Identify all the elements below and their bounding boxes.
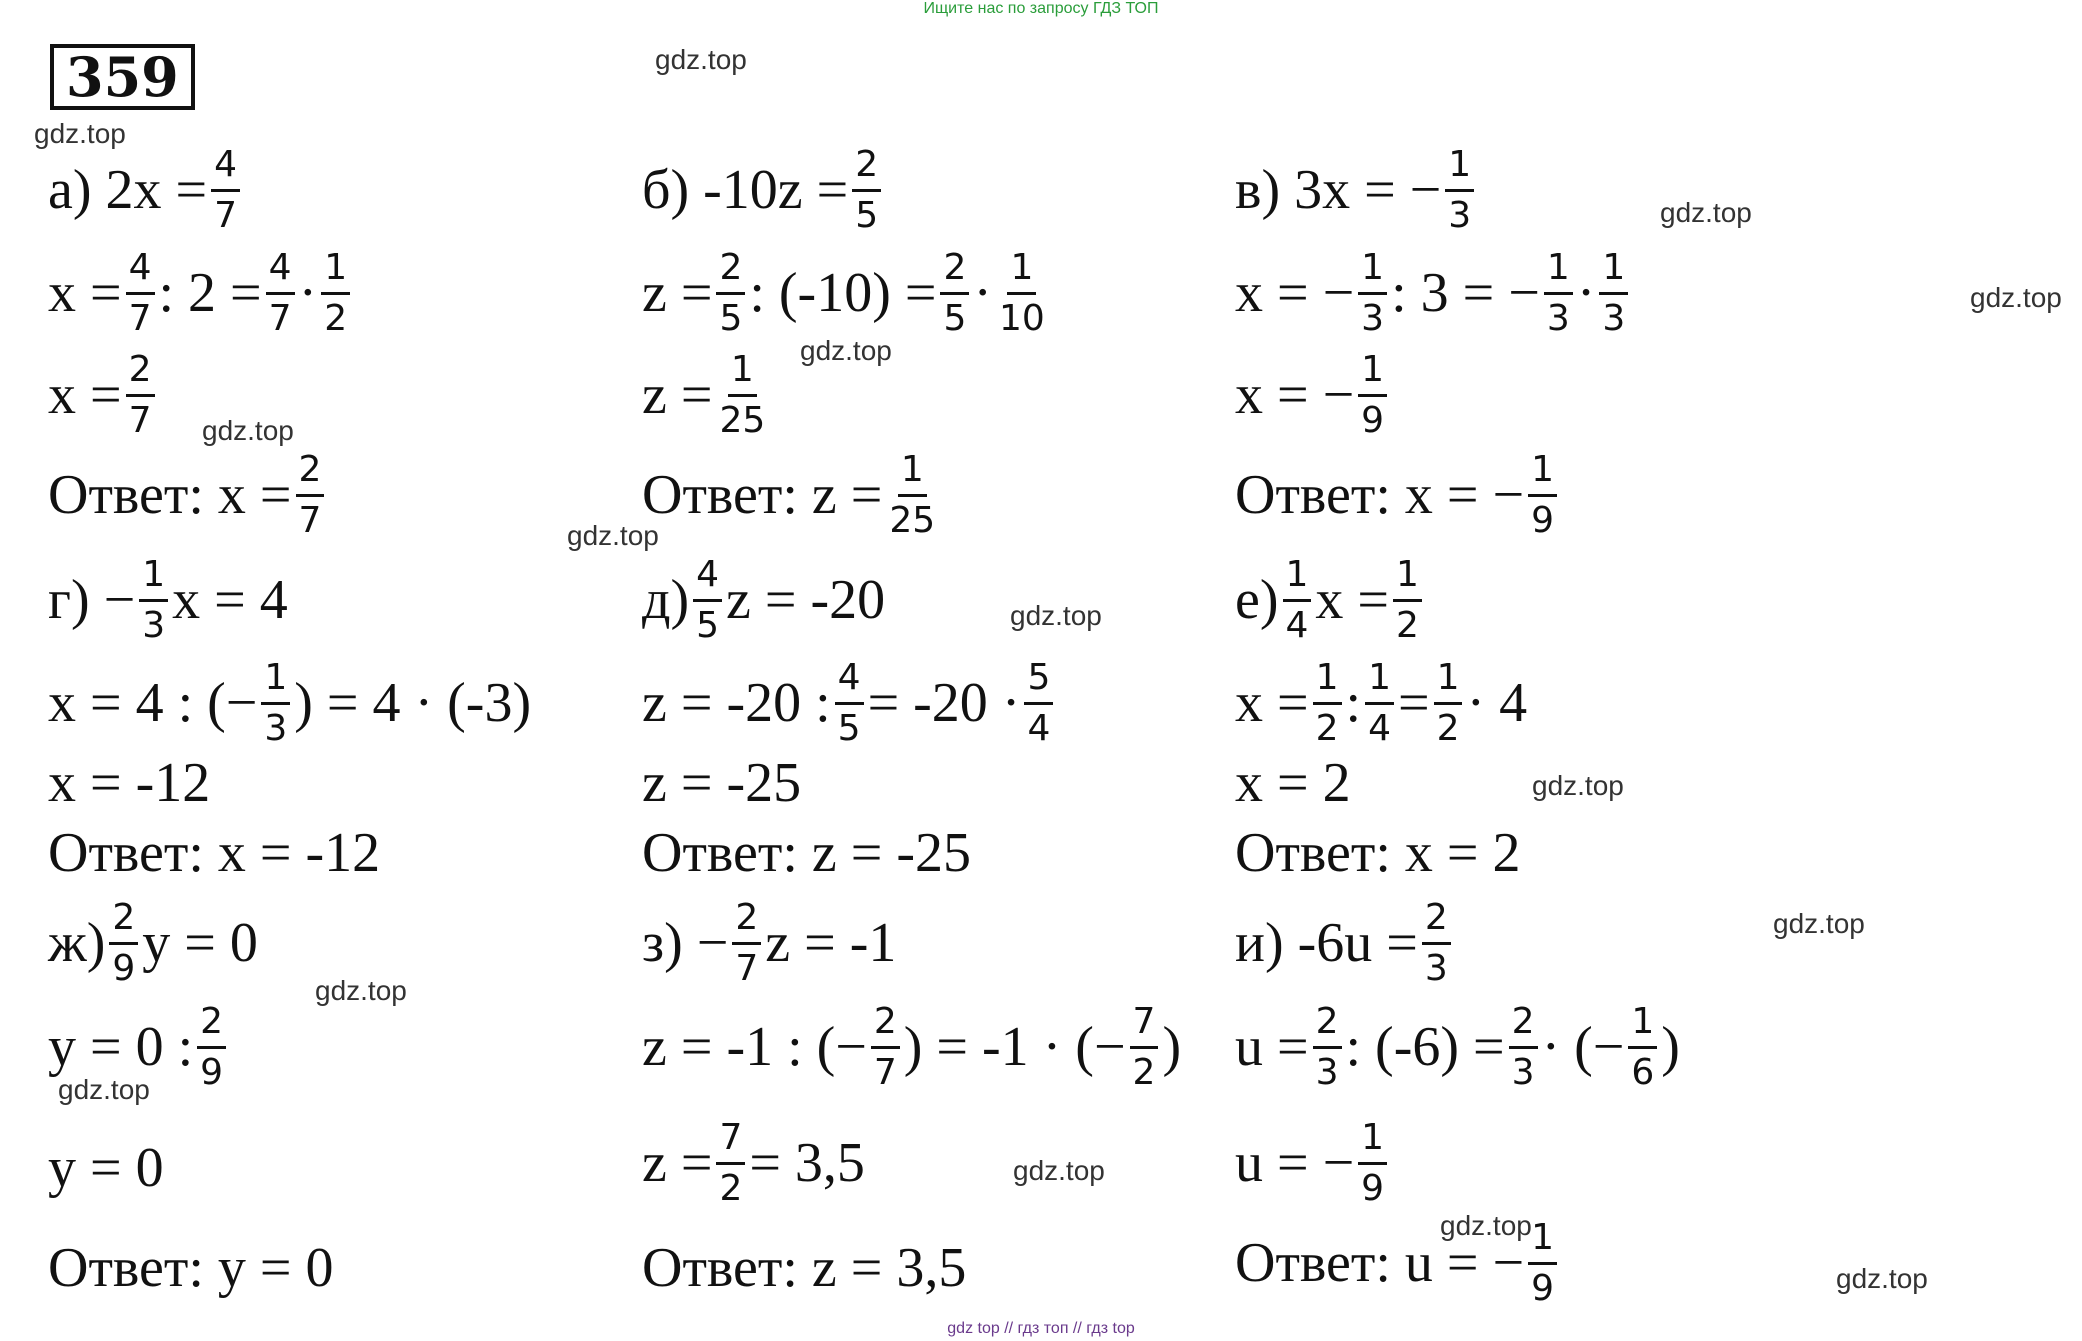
- problem-d-step2: z = -25: [642, 752, 802, 814]
- problem-d-step1: z = -20 : $\frac{4}{5}$ = -20 · $\frac{5}{4}$: [642, 658, 1057, 748]
- fraction: $\frac{1}{2}$: [1313, 658, 1342, 748]
- problem-v-step2: x = − $\frac{1}{9}$: [1235, 350, 1391, 440]
- problem-number: 359: [50, 44, 195, 110]
- fraction: $\frac{4}{5}$: [693, 555, 722, 645]
- problem-d-answer: Ответ: z = -25: [642, 822, 972, 884]
- problem-i-step2: u = − $\frac{1}{9}$: [1235, 1118, 1391, 1208]
- problem-i-answer: Ответ: u = − $\frac{1}{9}$: [1235, 1218, 1561, 1308]
- problem-g-answer: Ответ: x = -12: [48, 822, 381, 884]
- problem-b-step2: z = $\frac{1}{25}$: [642, 350, 772, 440]
- problem-e-title: е) $\frac{1}{4}$ x = $\frac{1}{2}$: [1235, 555, 1426, 645]
- watermark: gdz.top: [1532, 770, 1624, 801]
- watermark: gdz.top: [202, 415, 294, 446]
- problem-z-title: з) − $\frac{2}{7}$ z = -1: [642, 897, 897, 989]
- fraction: $\frac{2}{9}$: [109, 898, 138, 988]
- watermark: gdz.top: [1660, 197, 1752, 228]
- problem-g-title: г) − $\frac{1}{3}$ x = 4: [48, 554, 288, 646]
- fraction: $\frac{5}{4}$: [1024, 658, 1053, 748]
- problem-e-step2: x = 2: [1235, 752, 1351, 814]
- fraction: $\frac{1}{3}$: [139, 555, 168, 645]
- problem-zh-step2: y = 0: [48, 1137, 164, 1199]
- fraction: $\frac{1}{3}$: [1445, 145, 1474, 235]
- fraction: $\frac{1}{4}$: [1283, 555, 1312, 645]
- problem-e-step1: x = $\frac{1}{2}$ : $\frac{1}{4}$ = $\frac{1}{2}$ · 4: [1235, 657, 1528, 749]
- fraction: $\frac{1}{3}$: [1599, 248, 1628, 338]
- fraction: $\frac{1}{2}$: [1393, 555, 1422, 645]
- watermark: gdz.top: [800, 335, 892, 366]
- footer-links[interactable]: gdz top // гдз топ // гдз top: [947, 1320, 1135, 1337]
- fraction: $\frac{1}{3}$: [261, 658, 290, 748]
- fraction: $\frac{2}{7}$: [732, 898, 761, 988]
- fraction: $\frac{4}{7}$: [266, 248, 295, 338]
- fraction: $\frac{2}{3}$: [1422, 898, 1451, 988]
- fraction: $\frac{4}{7}$: [211, 145, 240, 235]
- problem-b-title: б) -10z = $\frac{2}{5}$: [642, 145, 885, 235]
- fraction: $\frac{2}{5}$: [940, 248, 969, 338]
- fraction: $\frac{2}{9}$: [197, 1002, 226, 1092]
- problem-a-answer: Ответ: x = $\frac{2}{7}$: [48, 450, 328, 540]
- fraction: $\frac{1}{3}$: [1544, 248, 1573, 338]
- problem-v-answer: Ответ: x = − $\frac{1}{9}$: [1235, 450, 1561, 540]
- problem-d-title: д) $\frac{4}{5}$ z = -20: [642, 554, 886, 646]
- fraction: $\frac{1}{9}$: [1528, 450, 1557, 540]
- problem-a-step1: x = $\frac{4}{7}$ : 2 = $\frac{4}{7}$ · $\frac{1}{2}$: [48, 248, 354, 338]
- fraction: $\frac{1}{9}$: [1358, 1118, 1387, 1208]
- fraction: $\frac{7}{2}$: [716, 1118, 745, 1208]
- fraction: $\frac{1}{9}$: [1528, 1218, 1557, 1308]
- problem-zh-title: ж) $\frac{2}{9}$ y = 0: [48, 897, 258, 989]
- problem-e-answer: Ответ: x = 2: [1235, 822, 1521, 884]
- problem-b-step1: z = $\frac{2}{5}$ : (-10) = $\frac{2}{5}$ · $\frac{1}{10}$: [642, 248, 1052, 338]
- fraction: $\frac{2}{7}$: [296, 450, 325, 540]
- fraction: $\frac{2}{3}$: [1313, 1002, 1342, 1092]
- fraction: $\frac{1}{9}$: [1358, 350, 1387, 440]
- watermark: gdz.top: [655, 44, 747, 75]
- fraction: $\frac{4}{7}$: [126, 248, 155, 338]
- top-banner: Ищите нас по запросу ГДЗ ТОП: [923, 0, 1159, 17]
- problem-i-title: и) -6u = $\frac{2}{3}$: [1235, 898, 1455, 988]
- fraction: $\frac{1}{25}$: [719, 349, 766, 441]
- fraction: $\frac{1}{10}$: [999, 247, 1045, 339]
- problem-g-step2: x = -12: [48, 752, 211, 814]
- problem-zh-answer: Ответ: y = 0: [48, 1237, 334, 1299]
- fraction: $\frac{1}{3}$: [1358, 248, 1387, 338]
- problem-g-step1: x = 4 : (− $\frac{1}{3}$ ) = 4 · (-3): [48, 657, 532, 749]
- fraction: $\frac{7}{2}$: [1130, 1002, 1159, 1092]
- problem-i-step1: u = $\frac{2}{3}$ : (-6) = $\frac{2}{3}$ · (− $\frac{1}{6}$ ): [1235, 1001, 1680, 1093]
- watermark: gdz.top: [567, 520, 659, 551]
- fraction: $\frac{1}{6}$: [1628, 1002, 1657, 1092]
- problem-v-step1: x = − $\frac{1}{3}$ : 3 = − $\frac{1}{3}$ · $\frac{1}{3}$: [1235, 248, 1632, 338]
- problem-v-title: в) 3x = − $\frac{1}{3}$: [1235, 145, 1478, 235]
- problem-z-step2: z = $\frac{7}{2}$ = 3,5: [642, 1117, 865, 1209]
- watermark: gdz.top: [1010, 600, 1102, 631]
- problem-z-step1: z = -1 : (− $\frac{2}{7}$ ) = -1 · (− $\frac{7}{2}$ ): [642, 1001, 1182, 1093]
- watermark: gdz.top: [34, 118, 126, 149]
- fraction: $\frac{2}{7}$: [871, 1002, 900, 1092]
- problem-b-answer: Ответ: z = $\frac{1}{25}$: [642, 450, 942, 540]
- watermark: gdz.top: [58, 1074, 150, 1105]
- problem-z-answer: Ответ: z = 3,5: [642, 1237, 967, 1299]
- fraction: $\frac{2}{5}$: [716, 248, 745, 338]
- watermark: gdz.top: [315, 975, 407, 1006]
- problem-a-step2: x = $\frac{2}{7}$: [48, 350, 159, 440]
- fraction: $\frac{2}{7}$: [126, 350, 155, 440]
- watermark: gdz.top: [1970, 282, 2062, 313]
- fraction: $\frac{4}{5}$: [835, 658, 864, 748]
- problem-a-title: а) 2x = $\frac{4}{7}$: [48, 145, 244, 235]
- fraction: $\frac{1}{2}$: [321, 248, 350, 338]
- fraction: $\frac{1}{4}$: [1365, 658, 1394, 748]
- fraction: $\frac{1}{2}$: [1434, 658, 1463, 748]
- watermark: gdz.top: [1773, 908, 1865, 939]
- fraction: $\frac{1}{25}$: [889, 449, 936, 541]
- watermark: gdz.top: [1440, 1210, 1532, 1241]
- watermark: gdz.top: [1013, 1155, 1105, 1186]
- fraction: $\frac{2}{3}$: [1509, 1002, 1538, 1092]
- problem-zh-step1: y = 0 : $\frac{2}{9}$: [48, 1002, 230, 1092]
- fraction: $\frac{2}{5}$: [852, 145, 881, 235]
- watermark: gdz.top: [1836, 1263, 1928, 1294]
